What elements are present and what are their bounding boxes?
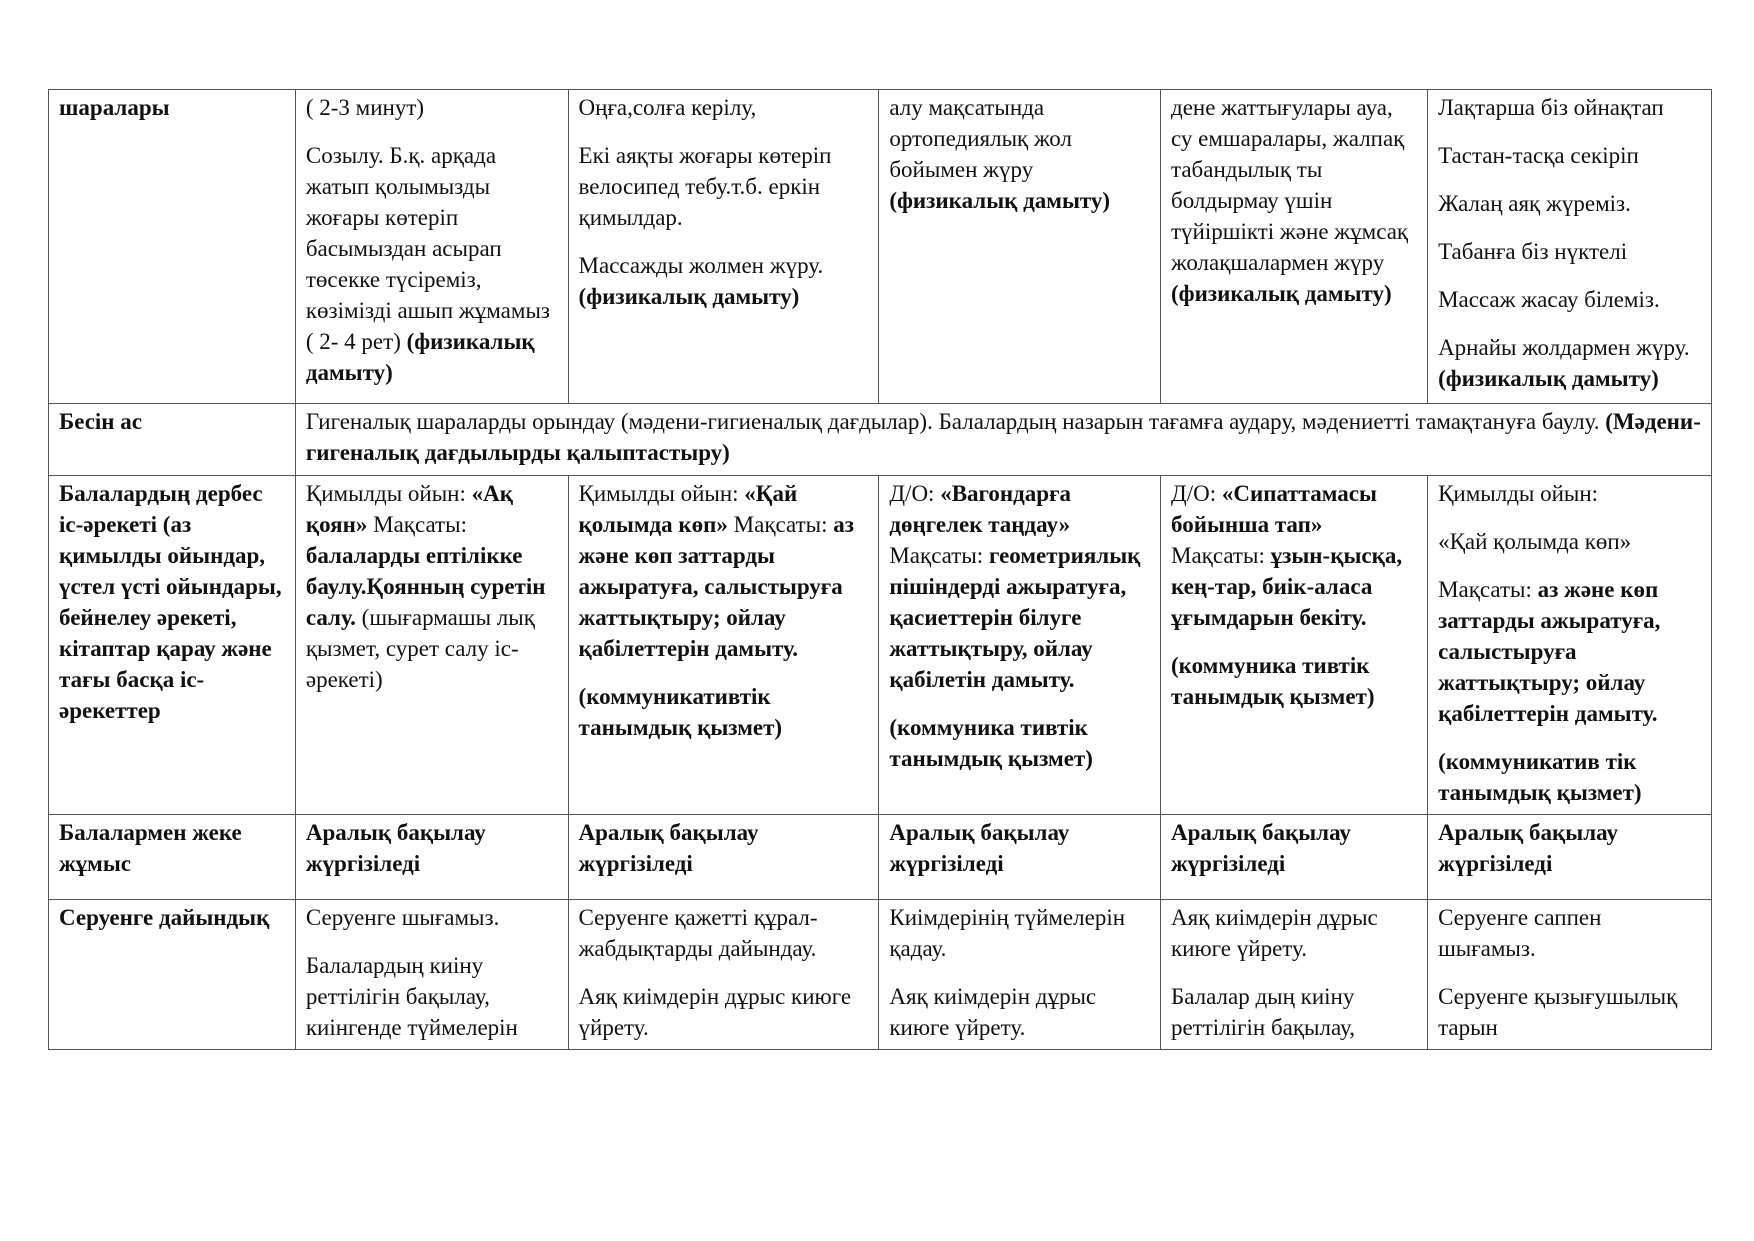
plain-text: Арнайы жолдармен жүру. xyxy=(1438,335,1690,360)
cell-paragraph xyxy=(1171,902,1417,964)
table-cell xyxy=(879,90,1161,404)
table-cell xyxy=(1428,90,1712,404)
cell-paragraph xyxy=(1171,478,1417,633)
cell-paragraph xyxy=(1438,92,1701,123)
table-cell xyxy=(568,90,879,404)
plain-text: Мақсаты: xyxy=(733,512,828,537)
plain-text: Созылу. Б.қ. арқада жатып қолымызды жоғары көтеріп басымыздан асырап төсекке түсіреміз, көзімізді ашып жұмамыз ( 2- 4 рет) xyxy=(305,143,550,354)
table-cell xyxy=(879,815,1161,900)
table-row xyxy=(49,90,1712,404)
plain-text: Д/О: xyxy=(889,481,935,506)
bold-text: (Мәдени-гигеналық дағдылырды қалыптастыру) xyxy=(305,409,1701,465)
bold-text: (физикалық дамыту) xyxy=(889,188,1111,213)
bold-text: (физикалық дамыту) xyxy=(1171,281,1392,306)
plain-text: Аяқ киімдерін дұрыс киюге үйрету. xyxy=(889,984,1097,1040)
plain-text: Табанға біз нүктелі xyxy=(1438,239,1628,264)
plain-text: Гигеналық шараларды орындау (мәдени-гигиеналық дағдылар). Балалардың назарын тағамға аудару, мәдениетті тамақтануға баулу. xyxy=(305,409,1606,434)
plain-text: ( 2-3 минут) xyxy=(305,95,425,120)
cell-paragraph xyxy=(1438,332,1701,394)
cell-paragraph xyxy=(306,950,558,1043)
bold-text: аз және көп заттарды ажыратуға, салыстыруға жаттықтыру; ойлау қабілеттерін дамыту. xyxy=(1438,577,1661,726)
plain-text: Қимылды ойын: xyxy=(578,481,739,506)
bold-text: Аралық бақылау жүргізіледі xyxy=(889,820,1070,876)
table-cell xyxy=(295,476,568,815)
cell-paragraph xyxy=(1438,140,1701,171)
table-cell xyxy=(295,815,568,900)
bold-text: Аралық бақылау жүргізіледі xyxy=(1438,820,1618,876)
schedule-table-body xyxy=(49,90,1712,1050)
plain-text: Киімдерінің түймелерін қадау. xyxy=(889,905,1126,961)
cell-paragraph xyxy=(1438,817,1701,879)
table-row xyxy=(49,404,1712,476)
cell-paragraph xyxy=(1438,236,1701,267)
table-row xyxy=(49,476,1712,815)
plain-text: Балалар дың киіну реттілігін бақылау, xyxy=(1171,984,1355,1040)
row-header-cell: Серуенге дайындық xyxy=(49,900,296,1050)
bold-text: балаларды ептілікке баулу.Қоянның суретін салу. xyxy=(305,543,546,630)
table-cell xyxy=(1161,900,1428,1050)
cell-paragraph xyxy=(889,981,1150,1043)
bold-text: аз және көп заттарды ажыратуға, салыстыруға жаттықтыру; ойлау қабілеттерін дамыту. xyxy=(578,512,854,661)
plain-text: Аяқ киімдерін дұрыс киюге үйрету. xyxy=(578,984,852,1040)
plain-text: Оңға,солға керілу, xyxy=(578,95,757,120)
cell-paragraph xyxy=(579,140,869,233)
plain-text: Мақсаты: xyxy=(1438,577,1532,602)
cell-paragraph xyxy=(579,250,869,312)
cell-paragraph xyxy=(1171,92,1417,309)
table-cell xyxy=(568,815,879,900)
table-cell xyxy=(879,476,1161,815)
table-cell xyxy=(295,900,568,1050)
schedule-table xyxy=(48,89,1712,1050)
table-cell xyxy=(1161,815,1428,900)
bold-text: Аралық бақылау жүргізіледі xyxy=(1171,820,1351,876)
table-cell xyxy=(1428,900,1712,1050)
plain-text: Екі аяқты жоғары көтеріп велосипед тебу.т.б. еркін қимылдар. xyxy=(578,143,832,230)
plain-text: Массажды жолмен жүру. xyxy=(578,253,824,278)
table-row xyxy=(49,900,1712,1050)
table-cell xyxy=(879,900,1161,1050)
bold-text: (физикалық дамыту) xyxy=(578,284,800,309)
table-cell xyxy=(1161,476,1428,815)
plain-text: Қимылды ойын: xyxy=(1438,481,1599,506)
table-cell xyxy=(568,476,879,815)
plain-text: (шығармашы лық қызмет, сурет салу іс-әрекеті) xyxy=(305,605,535,692)
bold-text: (физикалық дамыту) xyxy=(305,329,535,385)
plain-text: Жалаң аяқ жүреміз. xyxy=(1438,191,1631,216)
table-cell xyxy=(568,900,879,1050)
cell-paragraph xyxy=(579,817,869,879)
cell-paragraph xyxy=(889,712,1150,774)
cell-paragraph xyxy=(1438,574,1701,729)
cell-paragraph xyxy=(306,478,558,695)
plain-text: алу мақсатында ортопедиялық жол бойымен жүру xyxy=(889,95,1072,182)
bold-text: «Сипаттамасы бойынша тап» xyxy=(1171,481,1377,537)
cell-paragraph xyxy=(1438,478,1701,509)
plain-text: Серуенге саппен шығамыз. xyxy=(1438,905,1602,961)
table-cell xyxy=(1428,815,1712,900)
cell-paragraph xyxy=(1438,902,1701,964)
cell-paragraph xyxy=(889,817,1150,879)
plain-text: Лақтарша біз ойнақтап xyxy=(1438,95,1664,120)
cell-paragraph xyxy=(1171,981,1417,1043)
plain-text: Мақсаты: xyxy=(889,543,984,568)
plain-text: Мақсаты: xyxy=(373,512,467,537)
cell-paragraph xyxy=(889,92,1150,216)
plain-text: Балалардың киіну реттілігін бақылау, киінгенде түймелерін xyxy=(305,953,518,1040)
bold-text: «Вагондарға дөңгелек таңдау» xyxy=(889,481,1072,537)
cell-paragraph xyxy=(306,92,558,123)
plain-text: Серуенге шығамыз. xyxy=(305,905,500,930)
cell-paragraph xyxy=(1438,746,1701,808)
row-header-cell: шаралары xyxy=(49,90,296,404)
plain-text: Серуенге қызығушылық тарын xyxy=(1438,984,1678,1040)
plain-text: дене жаттығулары ауа, су емшаралары, жалпақ табандылық ты болдырмау үшін түйіршікті және жұмсақ жолақшалармен жүру xyxy=(1171,95,1409,275)
plain-text: Қимылды ойын: xyxy=(305,481,466,506)
cell-paragraph xyxy=(579,902,869,964)
plain-text: Серуенге қажетті құрал-жабдықтарды дайындау. xyxy=(578,905,818,961)
cell-paragraph xyxy=(1438,188,1701,219)
bold-text: Аралық бақылау жүргізіледі xyxy=(305,820,486,876)
cell-paragraph xyxy=(579,981,869,1043)
plain-text: «Қай қолымда көп» xyxy=(1438,529,1632,554)
cell-paragraph xyxy=(579,681,869,743)
cell-paragraph xyxy=(579,92,869,123)
bold-text: Аралық бақылау жүргізіледі xyxy=(578,820,759,876)
bold-text: (коммуника тивтік танымдық қызмет) xyxy=(889,715,1093,771)
bold-text: «Ақ қоян» xyxy=(305,481,513,537)
cell-paragraph xyxy=(306,902,558,933)
cell-paragraph xyxy=(1438,981,1701,1043)
table-cell xyxy=(1428,476,1712,815)
bold-text: (физикалық дамыту) xyxy=(1438,366,1659,391)
cell-paragraph xyxy=(306,140,558,388)
merged-cell xyxy=(295,404,1711,476)
plain-text: Массаж жасау білеміз. xyxy=(1438,287,1660,312)
cell-paragraph xyxy=(306,817,558,879)
bold-text: (коммуника тивтік танымдық қызмет) xyxy=(1171,653,1375,709)
plain-text: Тастан-тасқа секіріп xyxy=(1438,143,1639,168)
cell-paragraph xyxy=(306,406,1701,468)
bold-text: (коммуникативтік танымдық қызмет) xyxy=(578,684,783,740)
cell-paragraph xyxy=(579,478,869,664)
row-header-cell: Бесін ас xyxy=(49,404,296,476)
row-header-cell: Балалармен жеке жұмыс xyxy=(49,815,296,900)
cell-paragraph xyxy=(1438,284,1701,315)
cell-paragraph xyxy=(1171,650,1417,712)
row-header-cell: Балалардың дербес іс-әрекеті (аз қимылды ойындар, үстел үсті ойындары, бейнелеу әрекеті, кітаптар қарау және тағы басқа іс-әрекеттер xyxy=(49,476,296,815)
bold-text: ұзын-қысқа, кең-тар, биік-аласа ұғымдарын бекіту. xyxy=(1171,543,1403,630)
table-cell xyxy=(295,90,568,404)
table-row xyxy=(49,815,1712,900)
cell-paragraph xyxy=(889,902,1150,964)
table-cell xyxy=(1161,90,1428,404)
bold-text: геометриялық пішіндерді ажыратуға, қасиеттерін білуге жаттықтыру, ойлау қабілетін дамыту. xyxy=(889,543,1141,692)
bold-text: «Қай қолымда көп» xyxy=(578,481,798,537)
plain-text: Д/О: xyxy=(1171,481,1217,506)
plain-text: Мақсаты: xyxy=(1171,543,1265,568)
cell-paragraph xyxy=(1171,817,1417,879)
cell-paragraph xyxy=(1438,526,1701,557)
cell-paragraph xyxy=(889,478,1150,695)
plain-text: Аяқ киімдерін дұрыс киюге үйрету. xyxy=(1171,905,1378,961)
bold-text: (коммуникатив тік танымдық қызмет) xyxy=(1438,749,1642,805)
